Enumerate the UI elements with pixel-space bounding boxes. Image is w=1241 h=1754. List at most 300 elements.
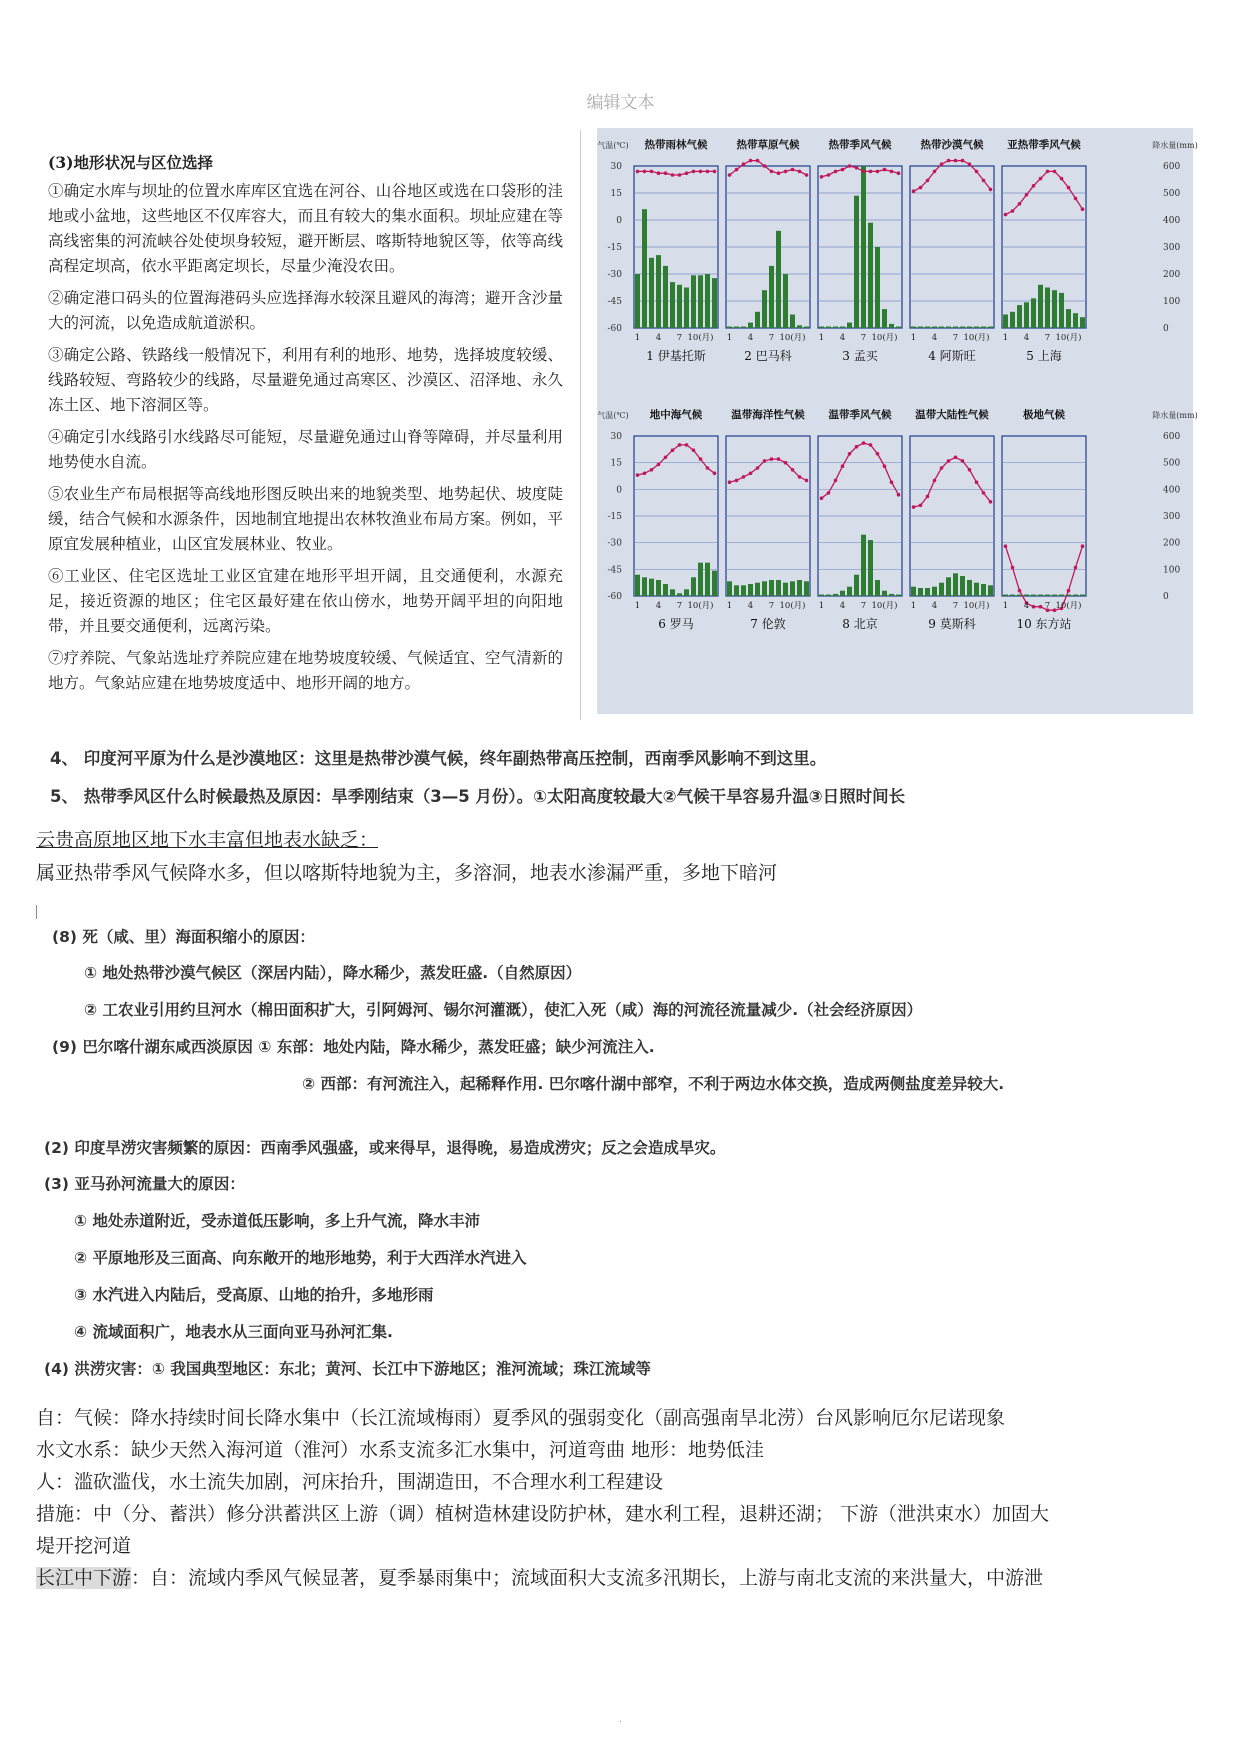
precip-bar — [727, 327, 732, 329]
temp-point — [834, 479, 838, 483]
temp-line — [730, 161, 807, 175]
station-label: 10 东方站 — [1016, 617, 1072, 631]
temp-point — [742, 162, 746, 166]
column-divider — [580, 130, 581, 720]
yangtze-highlight: 长江中下游 — [36, 1567, 132, 1589]
precip-bar — [840, 327, 845, 329]
temp-point — [933, 170, 937, 174]
temp-point — [770, 170, 774, 174]
temp-point — [770, 457, 774, 461]
amazon-reason-4: ④ 流域面积广，地表水从三面向亚马孙河汇集. — [74, 1323, 393, 1341]
month-tick-label: 7 — [860, 333, 867, 343]
station-label: 5 上海 — [1026, 349, 1062, 363]
precip-bar — [1045, 595, 1050, 597]
precip-bar — [861, 535, 866, 596]
precip-bar — [1003, 595, 1008, 597]
temp-point — [848, 164, 852, 168]
temp-point — [798, 475, 802, 479]
precip-tick-label: 300 — [1163, 243, 1181, 253]
temp-point — [954, 159, 958, 163]
precip-bar — [649, 258, 654, 328]
temp-point — [912, 189, 916, 193]
dead-sea-reason-2: ② 工农业引用约旦河水（棉田面积扩大，引阿姆河、锡尔河灌溉），使汇入死（咸）海的河流径流量减少.（社会经济原因） — [84, 1001, 923, 1019]
amazon-title: (3) 亚马孙河流量大的原因： — [44, 1175, 245, 1193]
dead-sea-title: (8) 死（咸、里）海面积缩小的原因： — [52, 928, 315, 946]
precip-bar — [925, 327, 930, 329]
temp-point — [671, 173, 675, 177]
month-tick-label: 7 — [768, 333, 775, 343]
amazon-reason-2: ② 平原地形及三面高、向东敞开的地形地势，利于大西洋水汽进入 — [74, 1249, 527, 1267]
month-tick-label: 1 — [1002, 601, 1009, 611]
precip-tick-label: 100 — [1163, 565, 1181, 576]
temp-point — [947, 159, 951, 163]
precip-bar — [1038, 595, 1043, 597]
precip-bar — [698, 275, 703, 328]
temp-point — [954, 456, 958, 460]
temp-point — [1060, 177, 1064, 181]
precip-bar — [797, 580, 802, 596]
precip-bar — [967, 327, 972, 329]
yungui-body: 属亚热带季风气候降水多，但以喀斯特地貌为主，多溶洞，地表水渗漏严重，多地下暗河 — [36, 862, 778, 884]
temp-point — [763, 164, 767, 168]
month-tick-label: 7 — [860, 601, 867, 611]
climate-charts-svg — [597, 128, 1198, 714]
axis-left-title: 气温(℃) — [597, 141, 629, 150]
axis-right-title: 降水量(mm) — [1152, 411, 1198, 420]
temp-point — [926, 495, 930, 499]
precip-bar — [918, 588, 923, 596]
temp-point — [1067, 186, 1071, 190]
temp-point — [919, 504, 923, 508]
temp-line — [822, 166, 899, 177]
temp-point — [1011, 209, 1015, 213]
precip-bar — [1038, 285, 1043, 328]
month-tick-label: 1 — [818, 333, 825, 343]
precip-bar — [882, 591, 887, 596]
precip-bar — [1003, 315, 1008, 329]
precip-bar — [847, 323, 852, 328]
temp-point — [650, 468, 654, 472]
precip-bar — [734, 327, 739, 329]
precip-bar — [741, 585, 746, 596]
temp-point — [926, 179, 930, 183]
precip-bar — [1010, 595, 1015, 597]
chart-title: 热带季风气候 — [828, 139, 892, 151]
temp-point — [1025, 193, 1029, 197]
temp-tick-label: -45 — [607, 297, 622, 307]
temp-point — [706, 466, 710, 470]
month-tick-label: 1 — [726, 333, 733, 343]
month-tick-label: 1 — [634, 601, 641, 611]
temp-point — [699, 457, 703, 461]
precip-bar — [776, 231, 781, 328]
month-tick-label: 1 — [634, 333, 641, 343]
precip-bar — [663, 584, 668, 596]
precip-bar — [960, 576, 965, 596]
precip-bar — [684, 288, 689, 329]
month-tick-label: 7 — [1044, 601, 1051, 611]
precip-bar — [635, 274, 640, 328]
chart-title: 温带海洋性气候 — [731, 409, 805, 421]
precip-bar — [1024, 302, 1029, 328]
temp-point — [841, 464, 845, 468]
terrain-location-section — [48, 150, 563, 703]
temp-point — [820, 175, 824, 179]
precip-bar — [1066, 309, 1071, 328]
temp-point — [749, 159, 753, 163]
month-tick-label: 10(月) — [871, 601, 898, 611]
station-label: 7 伦敦 — [750, 617, 786, 631]
precip-bar — [748, 323, 753, 328]
precip-bar — [1059, 293, 1064, 328]
paragraph-sanatorium: ⑦疗养院、气象站选址疗养院应建在地势坡度较缓、气候适宜、空气清新的地方。气象站应建在地势坡度适中、地形开阔的地方。 — [48, 649, 563, 692]
temp-point — [827, 491, 831, 495]
temp-point — [728, 480, 732, 484]
temp-point — [1018, 589, 1022, 593]
precip-bar — [833, 327, 838, 329]
temp-point — [989, 500, 993, 504]
temp-point — [657, 171, 661, 175]
precip-bar — [705, 563, 710, 596]
temp-point — [657, 463, 661, 467]
month-tick-label: 4 — [655, 601, 662, 611]
flood-natural-causes: 自：气候：降水持续时间长降水集中（长江流域梅雨）夏季风的强弱变化（副高强南旱北涝）台风影响厄尔尼诺现象 — [36, 1407, 1006, 1429]
precip-tick-label: 600 — [1163, 432, 1181, 442]
precip-bar — [656, 255, 661, 328]
month-tick-label: 4 — [931, 333, 938, 343]
temp-point — [883, 168, 887, 172]
precip-bar — [649, 579, 654, 596]
temp-tick-label: -60 — [607, 324, 622, 334]
paragraph-industry-housing: ⑥工业区、住宅区选址工业区宜建在地形平坦开阔，且交通便利，水源充足，接近资源的地区；住宅区最好建在依山傍水，地势开阔平坦的向阳地带，并且要交通便利，远离污染。 — [48, 567, 563, 635]
temp-point — [1032, 605, 1036, 609]
precip-bar — [670, 589, 675, 596]
temp-point — [961, 159, 965, 163]
precip-bar — [833, 594, 838, 596]
precip-bar — [642, 209, 647, 328]
temp-tick-label: 30 — [610, 432, 622, 442]
precip-bar — [854, 575, 859, 596]
temp-point — [643, 472, 647, 476]
paragraph-agriculture: ⑤农业生产布局根据等高线地形图反映出来的地貌类型、地势起伏、坡度陡缓，结合气候和水源条件，因地制宜地提出农林牧渔业布局方案。例如，平原宜发展种植业，山区宜发展林业、牧业。 — [48, 485, 563, 553]
temp-line — [638, 445, 715, 475]
temp-point — [706, 170, 710, 174]
temp-point — [798, 170, 802, 174]
temp-point — [848, 452, 852, 456]
precip-bar — [953, 327, 958, 329]
flood-human-causes: 人：滥砍滥伐，水土流失加剧，河床抬升，围湖造田，不合理水利工程建设 — [36, 1471, 664, 1493]
temp-point — [1067, 589, 1071, 593]
precip-tick-label: 0 — [1163, 592, 1169, 602]
month-tick-label: 4 — [839, 333, 846, 343]
month-tick-label: 10(月) — [687, 333, 714, 343]
month-tick-label: 7 — [768, 601, 775, 611]
temp-point — [862, 170, 866, 174]
precip-bar — [670, 282, 675, 328]
precip-bar — [911, 587, 916, 596]
temp-point — [777, 171, 781, 175]
month-tick-label: 10(月) — [871, 333, 898, 343]
chart-title: 极地气候 — [1023, 409, 1065, 421]
temp-point — [1053, 170, 1057, 174]
section-title: (3)地形状况与区位选择 — [48, 153, 213, 172]
precip-bar — [762, 581, 767, 596]
precip-bar — [847, 587, 852, 596]
precip-bar — [1080, 317, 1085, 328]
chart-title: 温带大陆性气候 — [915, 409, 989, 421]
precip-bar — [698, 563, 703, 596]
footer-dot: . — [618, 1714, 623, 1725]
precip-bar — [875, 247, 880, 328]
temp-point — [699, 170, 703, 174]
temp-point — [1081, 207, 1085, 211]
precip-bar — [1080, 595, 1085, 597]
precip-bar — [826, 595, 831, 597]
precip-bar — [762, 290, 767, 328]
month-tick-label: 10(月) — [963, 333, 990, 343]
precip-bar — [1073, 313, 1078, 328]
temp-point — [713, 472, 717, 476]
axis-right-title: 降水量(mm) — [1152, 141, 1198, 150]
temp-point — [791, 468, 795, 472]
temp-point — [855, 445, 859, 449]
temp-point — [1004, 213, 1008, 217]
precip-bar — [932, 327, 937, 329]
precip-bar — [642, 577, 647, 596]
precip-bar — [684, 589, 689, 596]
month-tick-label: 4 — [655, 333, 662, 343]
month-tick-label: 1 — [726, 601, 733, 611]
header-edit-text: 编辑文本 — [586, 93, 655, 113]
month-tick-label: 1 — [1002, 333, 1009, 343]
temp-tick-label: 30 — [610, 162, 622, 172]
station-label: 1 伊基托斯 — [646, 349, 706, 363]
precip-tick-label: 100 — [1163, 297, 1181, 307]
temp-point — [643, 170, 647, 174]
dead-sea-reason-1: ① 地处热带沙漠气候区（深居内陆），降水稀少，蒸发旺盛.（自然原因） — [84, 964, 582, 982]
precip-bar — [819, 595, 824, 597]
precip-bar — [840, 591, 845, 596]
temp-line — [914, 457, 991, 507]
precip-bar — [804, 581, 809, 596]
temp-point — [805, 173, 809, 177]
month-tick-label: 4 — [931, 601, 938, 611]
temp-point — [742, 475, 746, 479]
temp-line — [638, 171, 715, 175]
temp-tick-label: -60 — [607, 592, 622, 602]
temp-point — [763, 459, 767, 463]
temp-point — [876, 452, 880, 456]
precip-bar — [932, 587, 937, 596]
temp-point — [982, 491, 986, 495]
precip-bar — [677, 593, 682, 596]
station-label: 3 孟买 — [842, 349, 878, 363]
temp-point — [933, 479, 937, 483]
chart-title: 热带沙漠气候 — [920, 139, 984, 151]
precip-bar — [790, 315, 795, 329]
precip-bar — [755, 312, 760, 328]
temp-point — [989, 188, 993, 192]
temp-point — [869, 443, 873, 447]
month-tick-label: 4 — [839, 601, 846, 611]
temp-point — [692, 448, 696, 452]
precip-bar — [790, 581, 795, 596]
temp-point — [1081, 544, 1085, 548]
note-monsoon-hottest: 5、 热带季风区什么时候最热及原因：旱季刚结束（3—5 月份）。①太阳高度较最大②气候干旱容易升温③日照时间长 — [50, 787, 906, 806]
precip-bar — [967, 580, 972, 596]
balkhash-east: (9) 巴尔喀什湖东咸西淡原因 ① 东部：地处内陆，降水稀少，蒸发旺盛；缺少河流注入. — [52, 1038, 655, 1056]
month-tick-label: 1 — [910, 601, 917, 611]
month-tick-label: 10(月) — [779, 601, 806, 611]
precip-bar — [656, 580, 661, 596]
month-tick-label: 7 — [676, 601, 683, 611]
temp-point — [968, 468, 972, 472]
temp-point — [685, 171, 689, 175]
temp-point — [1074, 566, 1078, 570]
precip-bar — [705, 274, 710, 328]
temp-point — [678, 173, 682, 177]
temp-point — [636, 473, 640, 477]
precip-bar — [1024, 595, 1029, 597]
precip-tick-label: 500 — [1163, 189, 1181, 199]
precip-bar — [939, 583, 944, 596]
station-label: 4 阿斯旺 — [928, 349, 976, 363]
temp-point — [862, 441, 866, 445]
precip-tick-label: 0 — [1163, 324, 1169, 334]
month-tick-label: 10(月) — [1055, 333, 1082, 343]
month-tick-label: 7 — [1044, 333, 1051, 343]
temp-point — [1018, 202, 1022, 206]
temp-point — [749, 472, 753, 476]
precip-bar — [981, 327, 986, 329]
temp-point — [897, 493, 901, 497]
precip-bar — [691, 275, 696, 328]
temp-tick-label: 15 — [610, 189, 622, 199]
month-tick-label: 4 — [1023, 601, 1030, 611]
temp-point — [912, 505, 916, 509]
month-tick-label: 4 — [747, 601, 754, 611]
precip-bar — [875, 580, 880, 596]
precip-tick-label: 200 — [1163, 270, 1181, 280]
temp-point — [650, 170, 654, 174]
precip-bar — [635, 575, 640, 596]
precip-tick-label: 200 — [1163, 538, 1181, 549]
precip-bar — [804, 327, 809, 329]
temp-point — [735, 479, 739, 483]
temp-point — [940, 466, 944, 470]
temp-point — [777, 457, 781, 461]
temp-point — [883, 464, 887, 468]
chart-title: 热带雨林气候 — [644, 139, 708, 151]
flood-hydrology: 水文水系：缺少天然入海河道（淮河）水系支流多汇水集中，河道弯曲 地形：地势低洼 — [36, 1439, 765, 1461]
precip-bar — [889, 324, 894, 328]
precip-bar — [889, 594, 894, 596]
paragraph-port: ②确定港口码头的位置海港码头应选择海水较深且避风的海湾；避开含沙量大的河流，以免造成航道淤积。 — [48, 289, 563, 332]
precip-bar — [741, 327, 746, 329]
temp-point — [728, 173, 732, 177]
temp-point — [692, 170, 696, 174]
chart-title: 热带草原气候 — [736, 139, 800, 151]
precip-bar — [960, 327, 965, 329]
precip-bar — [946, 577, 951, 596]
yungui-title: 云贵高原地区地下水丰富但地表水缺乏： — [36, 829, 379, 851]
temp-point — [756, 159, 760, 163]
precip-bar — [981, 584, 986, 596]
precip-tick-label: 500 — [1163, 458, 1181, 469]
temp-point — [1032, 184, 1036, 188]
precip-bar — [939, 327, 944, 329]
precip-bar — [896, 595, 901, 597]
precip-bar — [1045, 288, 1050, 329]
precip-bar — [974, 327, 979, 329]
temp-point — [897, 171, 901, 175]
precip-bar — [1052, 290, 1057, 328]
month-tick-label: 4 — [747, 333, 754, 343]
note-indus-desert: 4、 印度河平原为什么是沙漠地区：这里是热带沙漠气候，终年副热带高压控制，西南季风影响不到这里。 — [50, 749, 827, 768]
precip-bar — [826, 327, 831, 329]
temp-point — [784, 170, 788, 174]
temp-point — [968, 162, 972, 166]
climate-charts-panel — [597, 128, 1198, 714]
month-tick-label: 7 — [952, 333, 959, 343]
temp-point — [975, 480, 979, 484]
precip-bar — [1031, 595, 1036, 597]
temp-line — [914, 161, 991, 192]
month-tick-label: 1 — [910, 333, 917, 343]
paragraph-reservoir: ①确定水库与坝址的位置水库库区宜选在河谷、山谷地区或选在口袋形的洼地或小盆地，这些地区不仅库容大，而且有较大的集水面积。坝址应建在等高线密集的河流峡谷处使坝身较短，避开断层、喀斯特地貌区等，依等高线高程定坝高，依水平距离定坝长，尽量少淹没农田。 — [48, 182, 563, 275]
temp-point — [784, 461, 788, 465]
station-label: 8 北京 — [842, 617, 878, 631]
temp-point — [919, 186, 923, 190]
month-tick-label: 10(月) — [687, 601, 714, 611]
temp-point — [664, 456, 668, 460]
month-tick-label: 10(月) — [963, 601, 990, 611]
temp-tick-label: -45 — [607, 565, 622, 576]
balkhash-west: ② 西部：有河流注入，起稀释作用. 巴尔喀什湖中部窄，不利于两边水体交换，造成两侧盐度差异较大. — [302, 1075, 1005, 1093]
temp-point — [1004, 544, 1008, 548]
precip-bar — [882, 309, 887, 328]
temp-point — [820, 496, 824, 500]
temp-tick-label: 15 — [610, 458, 622, 469]
precip-bar — [854, 196, 859, 328]
precip-bar — [925, 588, 930, 596]
temp-point — [636, 170, 640, 174]
month-tick-label: 10(月) — [779, 333, 806, 343]
temp-point — [876, 170, 880, 174]
temp-point — [678, 443, 682, 447]
temp-point — [671, 448, 675, 452]
precip-tick-label: 400 — [1163, 485, 1181, 496]
amazon-reason-3: ③ 水汽进入内陆后，受高原、山地的抬升，多地形雨 — [74, 1286, 434, 1304]
precip-bar — [988, 327, 993, 329]
precip-bar — [1052, 595, 1057, 597]
month-tick-label: 1 — [818, 601, 825, 611]
flood-measures-line1: 措施：中（分、蓄洪）修分洪蓄洪区上游（调）植树造林建设防护林，建水利工程，退耕还湖； 下游（泄洪束水）加固大 — [36, 1503, 1050, 1525]
temp-point — [827, 173, 831, 177]
precip-bar — [712, 278, 717, 328]
precip-bar — [783, 583, 788, 596]
temp-point — [890, 480, 894, 484]
precip-bar — [663, 266, 668, 328]
precip-bar — [797, 325, 802, 328]
temp-tick-label: -30 — [607, 270, 622, 280]
precip-bar — [769, 266, 774, 328]
precip-bar — [988, 585, 993, 596]
yangtze-line — [36, 1563, 1043, 1590]
precip-bar — [918, 327, 923, 329]
amazon-reason-1: ① 地处赤道附近，受赤道低压影响，多上升气流，降水丰沛 — [74, 1212, 481, 1230]
station-label: 9 莫斯科 — [928, 617, 976, 631]
